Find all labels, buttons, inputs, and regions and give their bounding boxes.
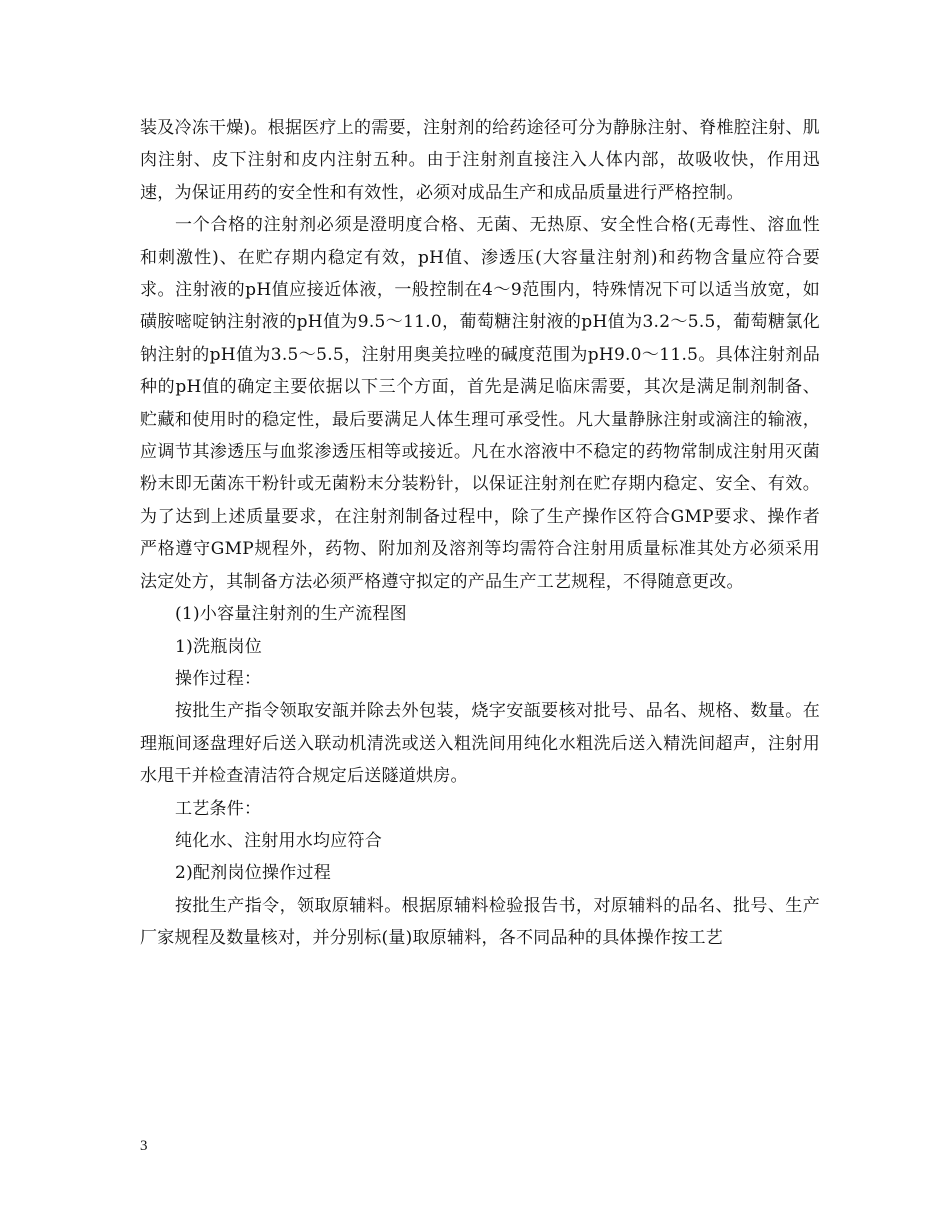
document-body <box>140 112 820 955</box>
heading-bottle-washing-post: 1)洗瓶岗位 <box>175 636 262 657</box>
paragraph-formulation-procedure: 按批生产指令，领取原辅料。根据原辅料检验报告书，对原辅料的品名、批号、生产厂家规程及数量核对，并分别标(量)取原辅料，各不同品种的具体操作按工艺 <box>140 895 820 949</box>
paragraph-qualified-injection: 一个合格的注射剂必须是澄明度合格、无菌、无热原、安全性合格(无毒性、溶血性和刺激性)、在贮存期内稳定有效，pH值、渗透压(大容量注射剂)和药物含量应符合要求。注射液的pH值应接近体液，一般控制在4～9范围内，特殊情况下可以适当放宽，如磺胺嘧啶钠注射液的pH值为9.5～11.0，葡萄糖注射液的pH值为3.2～5.5，葡萄糖氯化钠注射的pH值为3.5～5.5，注射用奥美拉唑的碱度范围为pH9.0～11.5。具体注射剂品种的pH值的确定主要依据以下三个方面，首先是满足临床需要，其次是满足制剂制备、贮藏和使用时的稳定性，最后要满足人体生理可承受性。凡大量静脉注射或滴注的输液，应调节其渗透压与血浆渗透压相等或接近。凡在水溶液中不稳定的药物常制成注射用灭菌粉末即无菌冻干粉针或无菌粉末分装粉针，以保证注射剂在贮存期内稳定、安全、有效。为了达到上述质量要求，在注射剂制备过程中，除了生产操作区符合GMP要求、操作者严格遵守GMP规程外，药物、附加剂及溶剂等均需符合注射用质量标准其处方必须采用法定处方，其制备方法必须严格遵守拟定的产品生产工艺规程，不得随意更改。 <box>140 215 820 592</box>
page-number: 3 <box>140 1138 148 1154</box>
label-process-conditions: 工艺条件： <box>175 798 262 819</box>
paragraph-washing-procedure: 按批生产指令领取安瓿并除去外包装，烧字安瓿要核对批号、品名、规格、数量。在理瓶间逐盘理好后送入联动机清洗或送入粗洗间用纯化水粗洗后送入精洗间超声，注射用水甩干并检查清洁符合规定后送隧道烘房。 <box>140 701 820 787</box>
heading-formulation-post: 2)配剂岗位操作过程 <box>175 863 331 884</box>
label-operation-process: 操作过程： <box>175 668 262 689</box>
paragraph-water-requirement: 纯化水、注射用水均应符合 <box>175 830 382 851</box>
paragraph-continuation: 装及冷冻干燥)。根据医疗上的需要，注射剂的给药途径可分为静脉注射、脊椎腔注射、肌肉注射、皮下注射和皮内注射五种。由于注射剂直接注入人体内部，故吸收快，作用迅速，为保证用药的安全性和有效性，必须对成品生产和成品质量进行严格控制。 <box>140 118 820 203</box>
heading-small-volume-flowchart: (1)小容量注射剂的生产流程图 <box>175 604 407 625</box>
